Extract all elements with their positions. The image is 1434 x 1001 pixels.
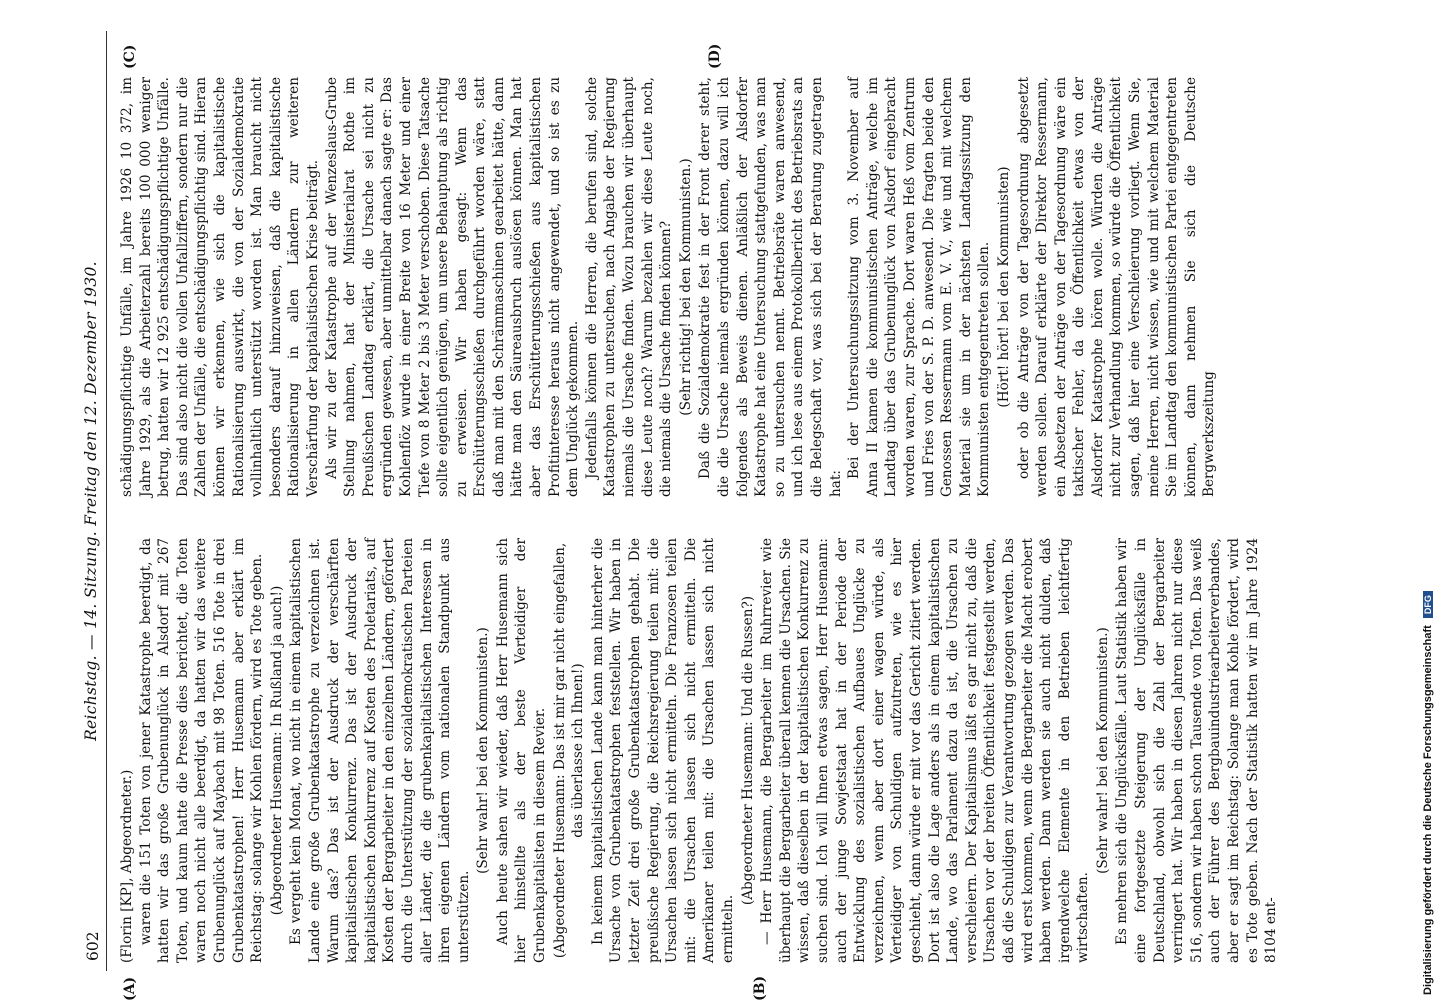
paragraph: In keinem kapitalistischen Lande kann man hinterher die Ursache von Grubenkatastrophen feststellen. Wir haben in letzter Zeit drei große Grubenkatastrophen gehabt. Die preußische Regierung, die Reichsregierung teilen mit: die Ursachen lassen sich nicht ermitteln. Die Franzosen teilen mit: die Ursachen lassen sich nicht ermitteln. Die Amerikaner teilen mit: die Ursachen lassen sich nicht ermitteln. xyxy=(589,538,736,963)
paragraph: Es vergeht kein Monat, wo nicht in einem kapitalistischen Lande eine große Grubenkatastrophe zu verzeichnen ist. Warum das? Das ist der Ausdruck der verschärften kapitalistischen Konkurrenz. Das ist der Ausdruck der kapitalistischen Konkurrenz auf Kosten des Proletariats, auf Kosten der Bergarbeiter in den einzelnen Ländern, gefördert durch die Unterstützung der sozialdemokratischen Parteien aller Länder, die die grubenkapitalistischen Interessen in ihren eigenen Ländern vom nationalen Standpunkt aus unterstützen. xyxy=(288,538,472,963)
interjection: (Abgeordneter Husemann: Das ist mir gar nicht eingefallen, das überlasse ich Ihnen!) xyxy=(551,542,587,959)
interjection: (Hört! hört! bei den Kommunisten) xyxy=(995,166,1012,408)
right-column xyxy=(118,77,1219,497)
paragraph: — Herr Husemann, die Bergarbeiter im Ruhrrevier wie überhaupt die Bergarbeiter überall kennen die Ursachen. Sie wissen, daß dieselben in der kapitalistischen Konkurrenz zu suchen sind. Ich will Ihnen etwas sagen, Herr Husemann: auch der junge Sowjetstaat hat in der Periode der Entwicklung des sozialistischen Aufbaues Unglücke zu verzeichnen, wenn aber dort einer wagen würde, als Verteidiger von Schuldigen aufzutreten, wie es hier geschieht, dann würde er mit vor das Gericht zitiert werden. Dort ist also die Lage anders als in einem kapitalistischen Lande, wo das Parlament dazu da ist, die Ursachen zu verschleiern. Der Kapitalismus läßt es gar nicht zu, daß die Ursachen vor der breiten Öffentlichkeit festgestellt werden, daß die Schuldigen zur Verantwortung gezogen werden. Das wird erst kommen, wenn die Bergarbeiter die Macht erobert haben werden. Dann werden sie auch nicht dulden, daß irgendwelche Elemente in den Betrieben leichtfertig wirtschaften. xyxy=(759,538,1092,963)
margin-marker-b: (B) xyxy=(752,975,768,1001)
paragraph: Als wir zu der Katastrophe auf der Wenzeslaus-Grube Stellung nahmen, hat der Ministerialrat Rothe im Preußischen Landtag erklärt, die Ursache sei nicht zu ergründen gewesen, aber unmittelbar danach sagte er: Das Kohlenflöz wurde in einer Breite von 16 Meter und einer Tiefe von 8 Meter 2 bis 3 Meter verschoben. Diese Tatsache sollte eigentlich genügen, um unsere Behauptung als richtig zu erweisen. Wir haben gesagt: Wenn das Erschütterungsschießen durchgeführt worden wäre, statt daß man mit den Schrämmaschinen gearbeitet hätte, dann hätte man den Säureausbruch auslösen können. Man hat aber das Erschütterungsschießen aus kapitalistischen Profitinteresse heraus nicht angewendet, und so ist es zu dem Unglück gekommen. xyxy=(323,77,582,497)
dfg-logo: DFG xyxy=(1423,591,1433,618)
header-rule xyxy=(106,31,107,971)
page-number: 602 xyxy=(84,931,102,961)
margin-marker-a: (A) xyxy=(122,976,138,1001)
paragraph: waren die 151 Toten von jener Katastrophe beerdigt, da hatten wir das große Grubenunglück in Alsdorf mit 267 Toten, und kaum hatte die Presse dies berichtet, die Toten waren noch nicht alle beerdigt, da hatten wir das weitere Grubenunglück auf Maybach mit 98 Toten. 516 Tote in drei Grubenkatastrophen! Herr Husemann aber erklärt im Reichstag: solange wir Kohlen fördern, wird es Tote geben. xyxy=(137,538,266,963)
interjection: (Sehr richtig! bei den Kommunisten.) xyxy=(677,158,694,416)
margin-marker-c: (C) xyxy=(122,44,138,69)
paragraph: schädigungspflichtige Unfälle, im Jahre 1926 10 372, im Jahre 1929, als die Arbeiterzahl bereits 100 000 weniger betrug, hatten wir 12 925 entschädigungspflichtige Unfälle. Das sind also nicht die vollen Unfallziffern, sondern nur die Zahlen der Unfälle, die entschädigungspflichtig sind. Hieran können wir erkennen, wie sich die kapitalistische Rationalisierung auswirkt, die von der Sozialdemokratie vollinhaltlich unterstützt worden ist. Man braucht nicht besonders darauf hinzuweisen, daß die kapitalistische Rationalisierung in allen Ländern zur weiteren Verschärfung der kapitalistischen Krise beiträgt. xyxy=(119,77,321,497)
paragraph: Jedenfalls können die Herren, die berufen sind, solche Katastrophen zu untersuchen, nach Angabe der Regierung niemals die Ursache finden. Wozu brauchen wir überhaupt diese Leute noch? Warum bezahlen wir diese Leute noch, die niemals die Ursache finden können? xyxy=(583,77,675,497)
rotated-page xyxy=(82,31,1327,1001)
digitization-credit xyxy=(1422,5,1434,995)
paragraph: Bei der Untersuchungssitzung vom 3. November auf Anna II kamen die kommunistischen Anträge, welche im Landtag über das Grubenunglück von Alsdorf eingebracht worden waren, zur Sprache. Dort waren Heß vom Zentrum und Fries von der S. P. D. anwesend. Die fragten beide den Genossen Ressermann vom E. V. V., wie und mit welchem Material sie um in der nächsten Landtagssitzung den Kommunisten entgegentreten sollen. xyxy=(846,77,993,497)
paragraph: Auch heute sahen wir wieder, daß Herr Husemann sich hier hinstellte als der beste Verteidiger der Grubenkapitalisten in diesem Revier. xyxy=(494,538,549,963)
paragraph: Es mehren sich die Unglücksfälle. Laut Statistik haben wir eine fortgesetzte Steigerung der Unglücksfälle in Deutschland, obwohl sich die Zahl der Bergarbeiter verringert hat. Wir haben in diesen Jahren nicht nur diese 516, sondern wir haben schon Tausende von Toten. Das weiß auch der Führer des Bergbauindustriearbeiterverbandes, aber er sagt im Reichstag: Solange man Kohle fördert, wird es Tote geben. Nach der Statistik hatten wir im Jahre 1924 8104 ent- xyxy=(1114,538,1280,963)
page-header xyxy=(82,41,104,961)
paragraph: (Florin [KP], Abgeordneter.) xyxy=(119,769,135,963)
interjection: (Sehr wahr! bei den Kommunisten.) xyxy=(1094,627,1111,874)
margin-marker-d: (D) xyxy=(707,43,723,69)
interjection: (Abgeordneter Husemann: In Rußland ja auch!) xyxy=(268,585,285,916)
paragraph: Daß die Sozialdemokratie fest in der Front derer steht, die die Ursache niemals ergründen können, dazu will ich folgendes als Beweis dienen. Anläßlich der Alsdorfer Katastrophe hat eine Untersuchung stattgefunden, was man so zu untersuchen nennt. Betriebsräte waren anwesend, und ich lese aus einem Protokollbericht des Betriebsrats an die Belegschaft vor, was sich bei der Beratung zugetragen hat: xyxy=(697,77,844,497)
interjection: (Abgeordneter Husemann: Und die Russen?) xyxy=(739,595,756,906)
left-column xyxy=(118,538,1281,963)
page-title: Reichstag. — 14. Sitzung. Freitag den 12. Dezember 1930. xyxy=(82,261,100,741)
paragraph: oder ob die Anträge von der Tagesordnung abgesetzt werden sollen. Darauf erklärte der Direktor Ressermann, ein Absetzen der Anträge von der Tagesordnung wäre ein taktischer Fehler, da die Öffentlichkeit etwas von der Alsdorfer Katastrophe hören wolle. Würden die Anträge nicht zur Verhandlung kommen, so würde die Öffentlichkeit sagen, daß hier eine Verschleierung vorliegt. Wenn Sie, meine Herren, nicht wissen, wie und mit welchem Material Sie im Landtag den kommunistischen Partei entgegentreten können, dann nehmen Sie sich die Deutsche Bergwerkszeitung xyxy=(1015,77,1218,497)
credit-text: Digitalisierung gefördert durch die Deutsche Forschungsgemeinschaft xyxy=(1422,625,1434,995)
interjection: (Sehr wahr! bei den Kommunisten.) xyxy=(475,627,492,874)
